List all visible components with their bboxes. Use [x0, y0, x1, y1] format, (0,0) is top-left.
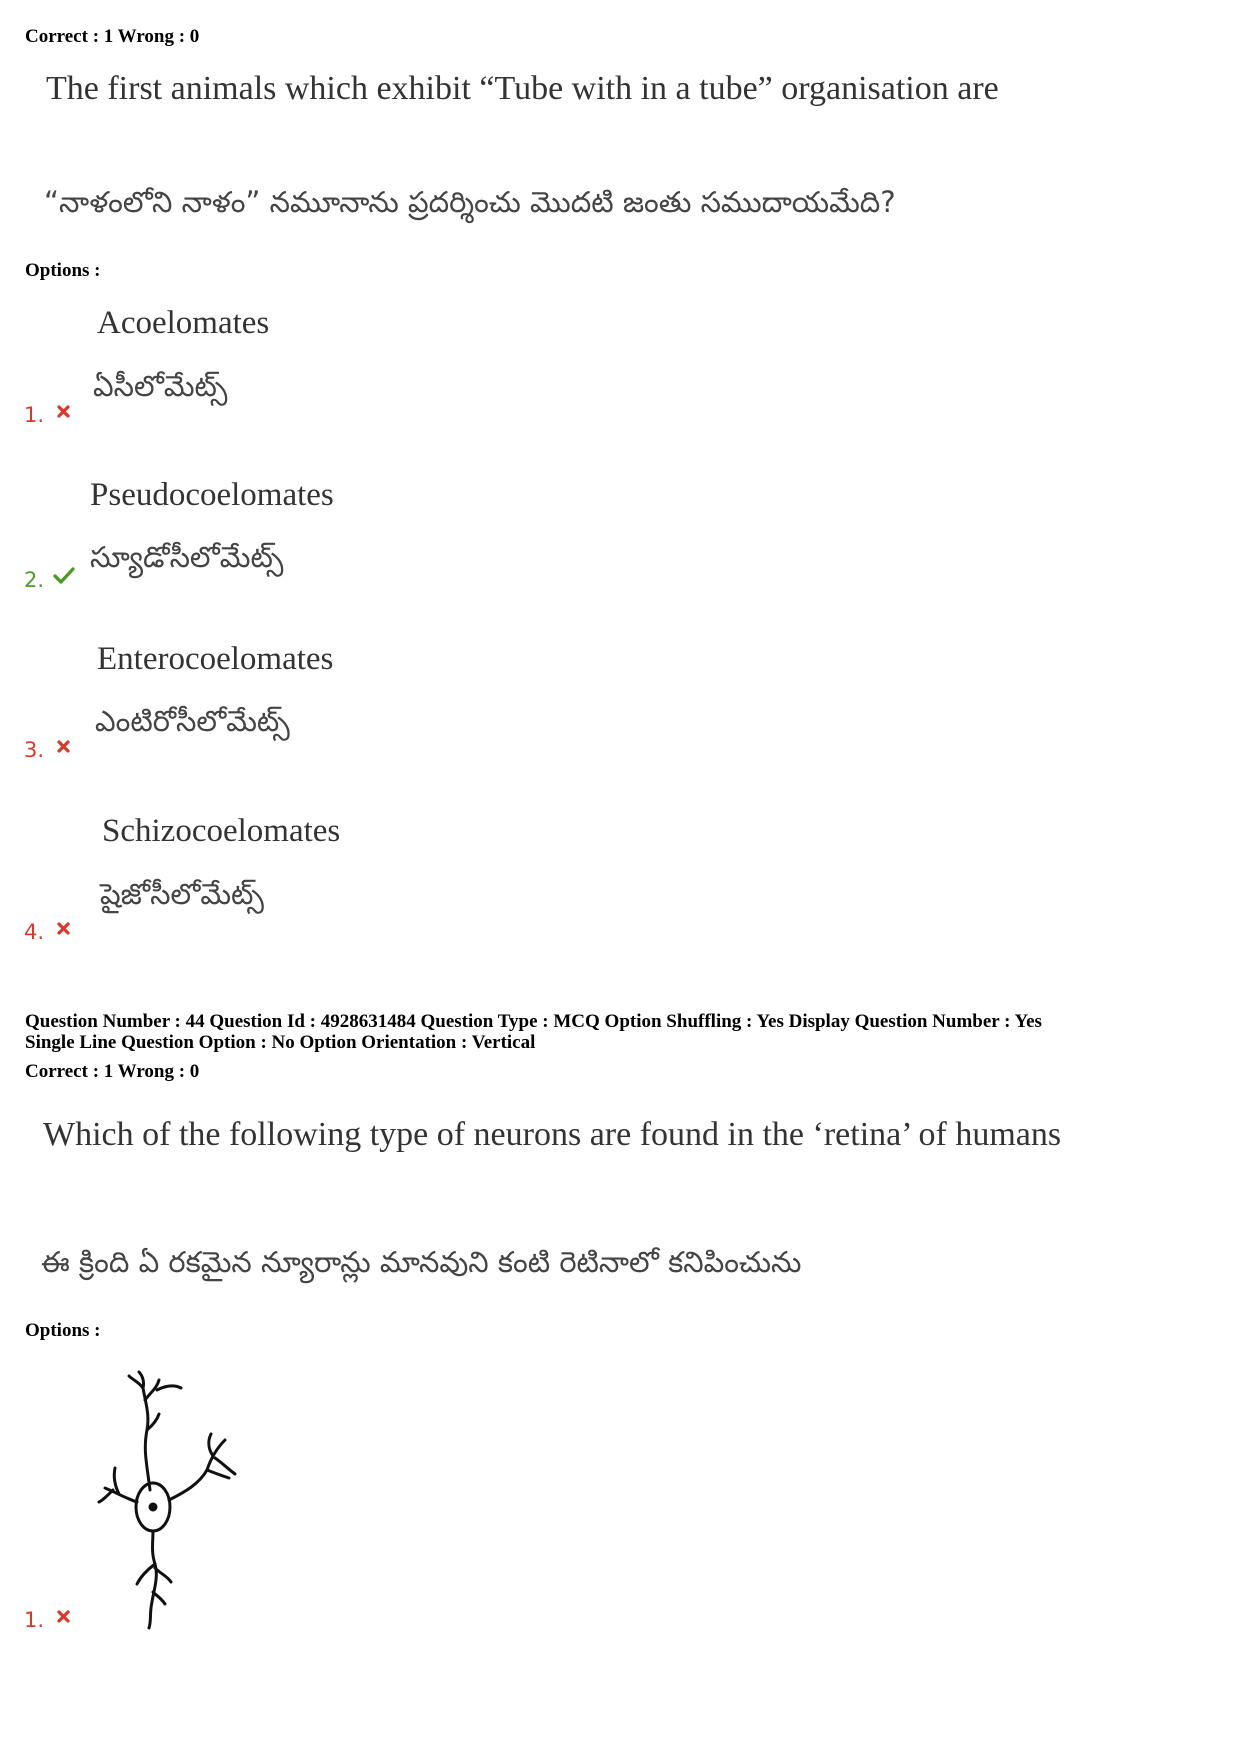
- question-text-english: Which of the following type of neurons are found in the ‘retina’ of humans: [43, 1116, 1062, 1153]
- option-text-telugu: ఎంటిరోసీలోమేట్స్: [95, 704, 290, 738]
- cross-icon: [56, 921, 71, 936]
- option-number: 2.: [24, 568, 45, 592]
- option-number: 1.: [24, 403, 45, 427]
- cross-icon: [56, 739, 71, 754]
- check-icon: [52, 566, 76, 586]
- question-text-english: The first animals which exhibit “Tube with in a tube” organisation are: [46, 70, 999, 107]
- option-text-telugu: షైజోసీలోమేట్స్: [100, 877, 264, 911]
- option-text-telugu: ఏసీలోమేట్స్: [93, 369, 228, 403]
- score-line: Correct : 1 Wrong : 0: [25, 1061, 200, 1082]
- question-meta-line-1: Question Number : 44 Question Id : 4928631484 Question Type : MCQ Option Shuffling : Yes Display Question Number : Yes: [25, 1011, 1042, 1032]
- question-text-telugu: ఈ క్రింది ఏ రకమైన న్యూరాన్లు మానవుని కంటి రెటినాలో కనిపించును: [41, 1245, 802, 1279]
- option-text-english: Enterocoelomates: [97, 641, 334, 677]
- neuron-drawing: [95, 1370, 265, 1630]
- question-meta-line-2: Single Line Question Option : No Option Orientation : Vertical: [25, 1032, 536, 1053]
- option-text-telugu: స్యూడోసీలోమేట్స్: [90, 540, 284, 574]
- option-text-english: Acoelomates: [97, 305, 270, 341]
- score-line: Correct : 1 Wrong : 0: [25, 26, 200, 47]
- cross-icon: [56, 404, 71, 419]
- option-number: 3.: [24, 738, 45, 762]
- option-number: 1.: [24, 1608, 45, 1632]
- question-text-telugu: “నాళంలోని నాళం” నమూనాను ప్రదర్శించు మొదటి జంతు సముదాయమేది?: [44, 185, 896, 219]
- option-text-english: Pseudocoelomates: [90, 477, 334, 513]
- cross-icon: [56, 1609, 71, 1624]
- options-label: Options :: [25, 1320, 101, 1341]
- options-label: Options :: [25, 260, 101, 281]
- option-number: 4.: [24, 920, 45, 944]
- option-text-english: Schizocoelomates: [102, 813, 341, 849]
